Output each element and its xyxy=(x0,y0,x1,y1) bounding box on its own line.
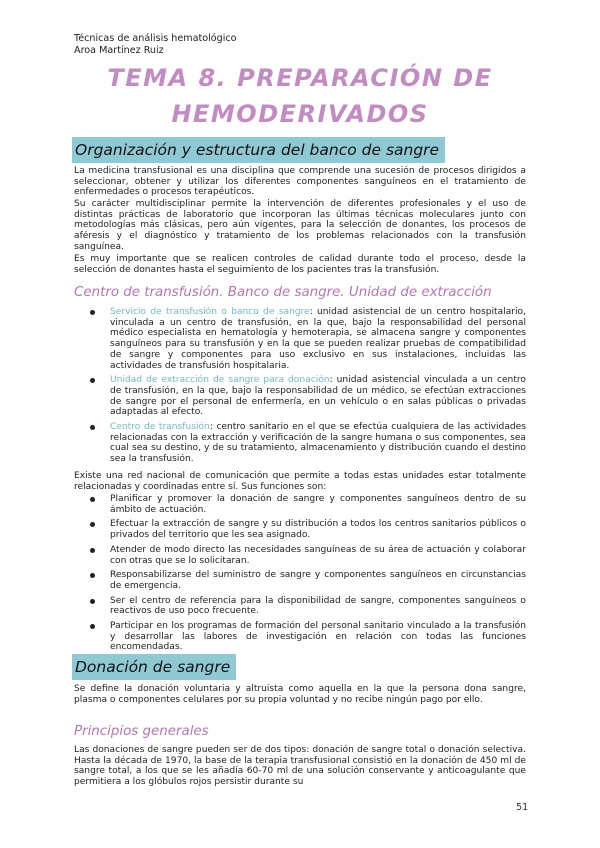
subsection-heading-principios: Principios generales xyxy=(74,724,209,739)
chapter-title-line-2: HEMODERIVADOS xyxy=(171,100,429,128)
paragraph: Se define la donación voluntaria y altruista como aquella en la que la persona dona sangre, plasma o componentes celulares por su propia voluntad y no recibe ningún pago por ello. xyxy=(74,684,526,705)
page-number: 51 xyxy=(516,802,529,813)
list-item xyxy=(90,519,526,540)
bullet-icon xyxy=(90,425,95,430)
paragraph: Existe una red nacional de comunicación que permite a todas estas unidades estar totalmente relacionadas y coordinadas entre sí. Sus funciones son: xyxy=(74,471,526,492)
function-text: Responsabilizarse del suministro de sangre y componentes sanguíneos en circunstancias de emergencia. xyxy=(110,570,526,591)
list-item xyxy=(90,307,526,371)
bullet-icon xyxy=(90,310,95,315)
bullet-icon xyxy=(90,378,95,383)
function-text: Atender de modo directo las necesidades sanguíneas de su área de actuación y colaborar con otras que se lo solicitaran. xyxy=(110,544,526,566)
bullet-icon xyxy=(90,548,95,553)
function-text: Ser el centro de referencia para la disponibilidad de sangre, componentes sanguíneos o reactivos de uso poco frecuente. xyxy=(110,595,526,617)
list-item xyxy=(90,494,526,515)
list-item xyxy=(90,621,526,653)
chapter-title-line-1: TEMA 8. PREPARACIÓN DE xyxy=(107,64,493,92)
bullet-icon xyxy=(90,573,95,578)
paragraph: Su carácter multidisciplinar permite la intervención de diferentes profesionales y el uso de distintas prácticas de laboratorio que incorporan las últimas técnicas moleculares junto con metodologías más clásicas, pero aún vigentes, para la selección de donantes, los procesos de aféresis y el diagnóstico y tratamiento de los problemas relacionados con la transfusión sanguínea. xyxy=(74,199,526,252)
bullet-icon xyxy=(90,522,95,527)
definition: : unidad asistencial vinculada a un centro de transfusión, en la que, bajo la responsabilidad de un médico, se efectúan extracciones de sangre por el personal de enfermería, en un vehículo o en salas públicas o privadas adaptadas al efecto. xyxy=(110,375,526,418)
header-course: Técnicas de análisis hematológico xyxy=(74,33,237,44)
subsection-heading-centro-transfusion: Centro de transfusión. Banco de sangre. Unidad de extracción xyxy=(74,285,492,300)
paragraph: La medicina transfusional es una disciplina que comprende una sucesión de procesos dirigidos a seleccionar, obtener y utilizar los diferentes componentes sanguíneos en el tratamiento de enfermedades o procesos terapéuticos. xyxy=(74,166,526,198)
document-header xyxy=(74,33,237,57)
paragraph: Es muy importante que se realicen controles de calidad durante todo el proceso, desde la selección de donantes hasta el seguimiento de los pacientes tras la transfusión. xyxy=(74,254,526,275)
section-heading-banco-sangre: Organización y estructura del banco de sangre xyxy=(72,137,445,163)
term: Unidad de extracción de sangre para donación xyxy=(110,375,330,386)
function-text: Participar en los programas de formación del personal sanitario vinculado a la transfusión y desarrollar las labores de investigación en relación con todas las funciones encomendadas. xyxy=(110,621,526,653)
term: Servicio de transfusión o banco de sangre xyxy=(110,307,310,317)
definition: : unidad asistencial de un centro hospitalario, vinculada a un centro de transfusión, en la que, bajo la responsabilidad del personal médico especialista en hematología y hemoterapia, se almacena sangre y componentes sanguíneos para su transfusión y en la que se pueden realizar pruebas de compatibilidad de sangre y componentes para uso exclusivo en sus instalaciones, incluidas las actividades de transfusión hospitalaria. xyxy=(110,307,526,371)
list-item xyxy=(90,596,526,617)
section-heading-donacion: Donación de sangre xyxy=(72,654,236,680)
functions-list xyxy=(90,494,526,657)
bullet-icon xyxy=(90,599,95,604)
bullet-icon xyxy=(90,497,95,502)
function-text: Planificar y promover la donación de sangre y componentes sanguíneos dentro de su ámbito de actuación. xyxy=(110,494,526,515)
definitions-list xyxy=(90,307,526,469)
function-text: Efectuar la extracción de sangre y su distribución a todos los centros sanitarios públicos o privados del territorio que les sea asignado. xyxy=(110,519,526,541)
list-item xyxy=(90,570,526,591)
bullet-icon xyxy=(90,624,95,629)
header-author: Aroa Martínez Ruiz xyxy=(74,45,164,56)
list-item xyxy=(90,545,526,566)
list-item xyxy=(90,422,526,465)
term: Centro de transfusión xyxy=(110,422,210,433)
list-item xyxy=(90,375,526,418)
definition: : centro sanitario en el que se efectúa cualquiera de las actividades relacionadas con la extracción y verificación de la sangre humana o sus componentes, sea cual sea su destino, y de su tratamiento, almacenamiento y distribución cuando el destino sea la transfusión. xyxy=(110,422,526,465)
paragraph: Las donaciones de sangre pueden ser de dos tipos: donación de sangre total o donación selectiva. Hasta la década de 1970, la base de la terapia transfusional consistió en la donación de 450 ml de sangre total, a los que se les añadía 60-70 ml de una solución conservante y anticoagulante que permitiera a los glóbulos rojos persistir durante su xyxy=(74,745,526,788)
